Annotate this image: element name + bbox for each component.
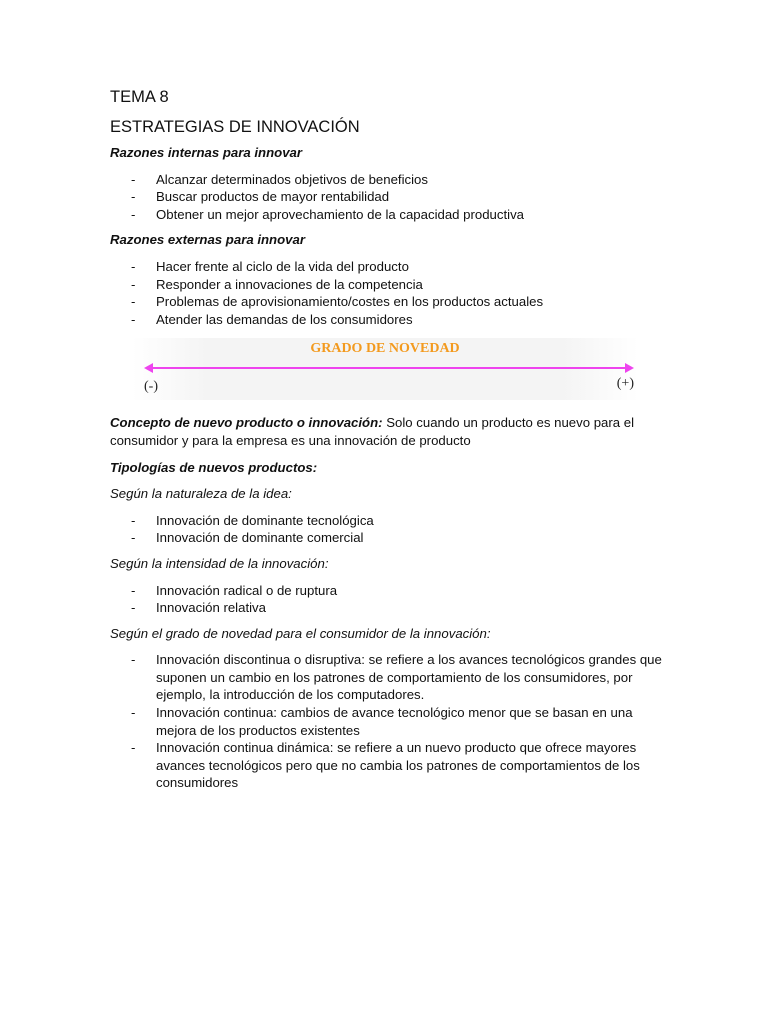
grado-list <box>110 651 670 792</box>
list-item: - Innovación de dominante comercial <box>110 529 670 547</box>
list-item: - Atender las demandas de los consumidores <box>110 311 670 329</box>
list-item: - Alcanzar determinados objetivos de beneficios <box>110 171 670 189</box>
list-item: - Innovación discontinua o disruptiva: se refiere a los avances tecnológicos grandes que suponen un cambio en los patrones de comportamiento de los consumidores, por ejemplo, la introducción de los computadores. <box>110 651 670 704</box>
naturaleza-list <box>110 512 670 547</box>
grado-novedad-figure <box>132 338 638 400</box>
document-page <box>110 86 670 800</box>
tema-heading: TEMA 8 <box>110 88 169 106</box>
intensidad-list <box>110 582 670 617</box>
externas-heading: Razones externas para innovar <box>110 232 305 248</box>
list-item: - Innovación relativa <box>110 599 670 617</box>
externas-list <box>110 258 670 328</box>
internas-list <box>110 171 670 224</box>
list-item: - Innovación continua: cambios de avance tecnológico menor que se basan en una mejora de los productos existentes <box>110 704 670 739</box>
plus-label: (+) <box>616 376 634 392</box>
minus-label: (-) <box>144 379 158 395</box>
list-item: - Innovación continua dinámica: se refiere a un nuevo producto que ofrece mayores avances tecnológicos pero que no cambia los patrones de comportamientos de los consumidores <box>110 739 670 792</box>
intensidad-heading: Según la intensidad de la innovación: <box>110 555 329 571</box>
arrow-right-icon <box>625 363 634 373</box>
concepto-label: Concepto de nuevo producto o innovación: <box>110 415 383 431</box>
list-item: - Innovación de dominante tecnológica <box>110 512 670 530</box>
arrow-left-icon <box>144 363 153 373</box>
list-item: - Hacer frente al ciclo de la vida del producto <box>110 258 670 276</box>
list-item: - Obtener un mejor aprovechamiento de la capacidad productiva <box>110 206 670 224</box>
concepto-paragraph <box>110 414 670 449</box>
double-arrow-line <box>150 367 628 369</box>
concepto-text: Solo cuando un producto es nuevo para el consumidor y para la empresa es una innovación de producto <box>110 415 635 448</box>
grado-heading: Según el grado de novedad para el consumidor de la innovación: <box>110 625 491 641</box>
document-title: ESTRATEGIAS DE INNOVACIÓN <box>110 118 360 136</box>
internas-heading: Razones internas para innovar <box>110 145 303 160</box>
list-item: - Innovación radical o de ruptura <box>110 582 670 600</box>
naturaleza-heading: Según la naturaleza de la idea: <box>110 486 292 502</box>
grado-novedad-title: GRADO DE NOVEDAD <box>310 341 460 357</box>
list-item: - Problemas de aprovisionamiento/costes en los productos actuales <box>110 293 670 311</box>
list-item: - Responder a innovaciones de la competencia <box>110 276 670 294</box>
list-item: - Buscar productos de mayor rentabilidad <box>110 188 670 206</box>
tipologias-heading: Tipologías de nuevos productos: <box>110 459 318 475</box>
